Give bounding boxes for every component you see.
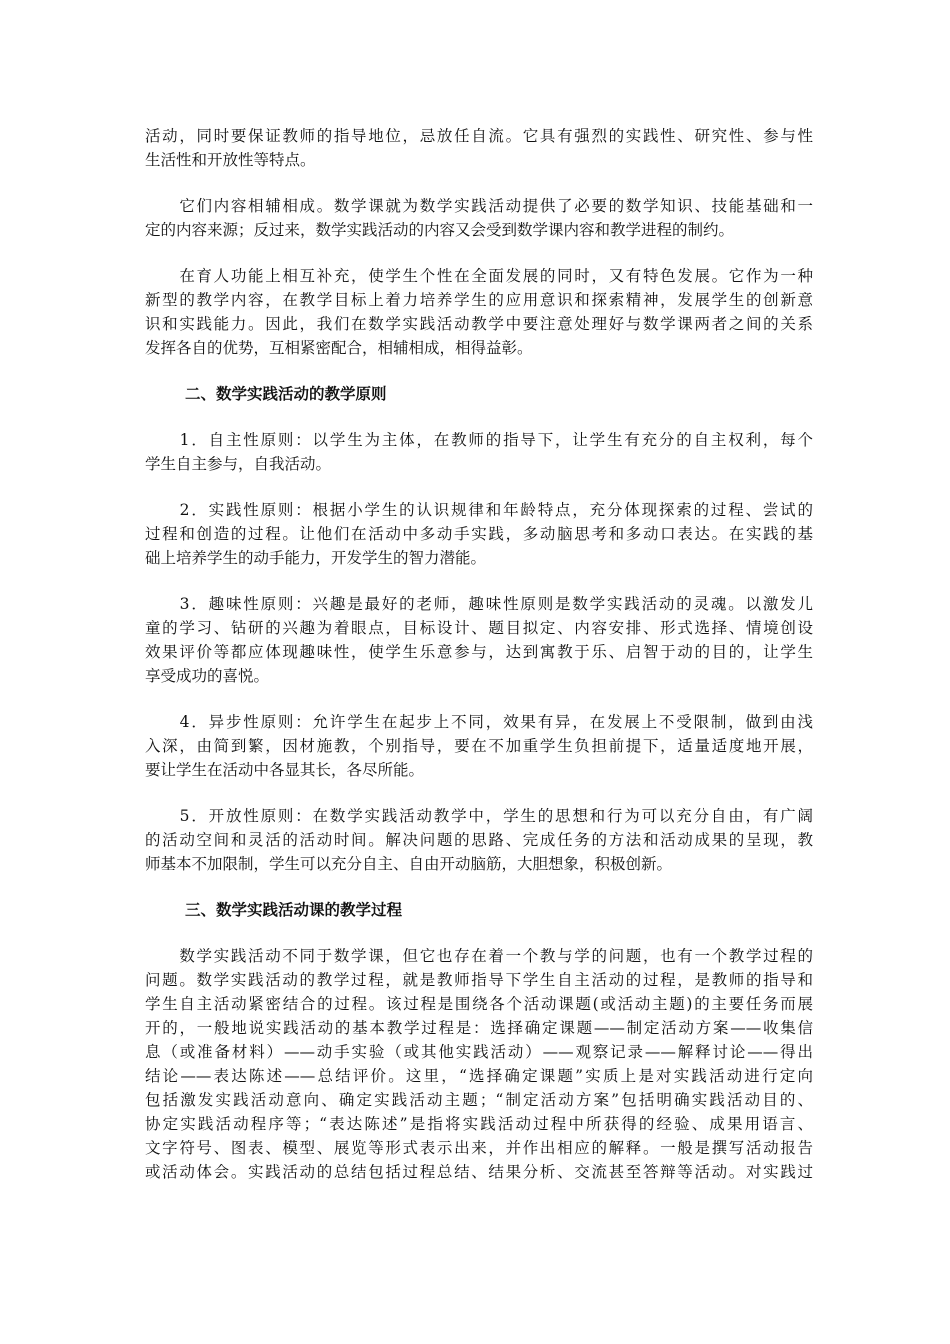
text-line: 新型的教学内容，在教学目标上着力培养学生的应用意识和探索精神，发展学生的创新意 — [145, 291, 813, 309]
text-line: 文字符号、图表、模型、展览等形式表示出来，并作出相应的解释。一般是撰写活动报告 — [145, 1139, 813, 1157]
text-line: 息（或准备材料）——动手实验（或其他实践活动）——观察记录——解释讨论——得出 — [145, 1043, 813, 1061]
text-line: 2．实践性原则：根据小学生的认识规律和年龄特点，充分体现探索的过程、尝试的 — [145, 501, 813, 519]
text-line: 4．异步性原则：允许学生在起步上不同，效果有异，在发展上不受限制，做到由浅 — [145, 713, 813, 731]
paragraph — [145, 498, 813, 570]
text-line: 数学实践活动不同于数学课，但它也存在着一个教与学的问题，也有一个教学过程的 — [145, 947, 813, 965]
paragraph — [145, 710, 813, 782]
paragraph — [145, 944, 813, 1184]
text-line: 5．开放性原则：在数学实践活动教学中，学生的思想和行为可以充分自由，有广阔 — [145, 807, 813, 825]
text-line: 1．自主性原则：以学生为主体，在教师的指导下，让学生有充分的自主权利，每个 — [145, 431, 813, 449]
text-line: 师基本不加限制，学生可以充分自主、自由开动脑筋，大胆想象，积极创新。 — [145, 855, 673, 873]
text-line: 童的学习、钻研的兴趣为着眼点，目标设计、题目拟定、内容安排、形式选择、情境创设 — [145, 619, 813, 637]
text-line: 包括激发实践活动意向、确定实践活动主题；“制定活动方案”包括明确实践活动目的、 — [145, 1091, 813, 1109]
section-heading: 二、数学实践活动的教学原则 — [185, 385, 387, 403]
text-line: 3．趣味性原则：兴趣是最好的老师，趣味性原则是数学实践活动的灵魂。以激发儿 — [145, 595, 813, 613]
text-line: 在育人功能上相互补充，使学生个性在全面发展的同时，又有特色发展。它作为一种 — [145, 267, 813, 285]
text-line: 协定实践活动程序等；“表达陈述”是指将实践活动过程中所获得的经验、成果用语言、 — [145, 1115, 813, 1133]
paragraph — [145, 264, 813, 360]
text-line: 或活动体会。实践活动的总结包括过程总结、结果分析、交流甚至答辩等活动。对实践过 — [145, 1163, 813, 1181]
text-line: 活动，同时要保证教师的指导地位，忌放任自流。它具有强烈的实践性、研究性、参与性 — [145, 127, 813, 145]
text-line: 生活性和开放性等特点。 — [145, 151, 316, 169]
paragraph — [145, 592, 813, 688]
text-line: 础上培养学生的动手能力，开发学生的智力潜能。 — [145, 549, 487, 567]
text-line: 学生自主活动紧密结合的过程。该过程是围绕各个活动课题(或活动主题)的主要任务而展 — [145, 995, 813, 1013]
text-line: 入深，由简到繁，因材施教，个别指导，要在不加重学生负担前提下，适量适度地开展， — [145, 737, 813, 755]
text-line: 识和实践能力。因此，我们在数学实践活动教学中要注意处理好与数学课两者之间的关系 — [145, 315, 813, 333]
text-line: 的活动空间和灵活的活动时间。解决问题的思路、完成任务的方法和活动成果的呈现，教 — [145, 831, 813, 849]
text-line: 发挥各自的优势，互相紧密配合，相辅相成，相得益彰。 — [145, 339, 533, 357]
document-page — [145, 124, 813, 1206]
section-heading: 三、数学实践活动课的教学过程 — [185, 901, 403, 919]
text-line: 问题。数学实践活动的教学过程，就是教师指导下学生自主活动的过程，是教师的指导和 — [145, 971, 813, 989]
paragraph — [145, 428, 813, 476]
text-line: 要让学生在活动中各显其长，各尽所能。 — [145, 761, 425, 779]
text-line: 享受成功的喜悦。 — [145, 667, 270, 685]
text-line: 它们内容相辅相成。数学课就为数学实践活动提供了必要的数学知识、技能基础和一 — [145, 197, 813, 215]
paragraph — [145, 124, 813, 172]
text-line: 过程和创造的过程。让他们在活动中多动手实践，多动脑思考和多动口表达。在实践的基 — [145, 525, 813, 543]
text-line: 学生自主参与，自我活动。 — [145, 455, 332, 473]
text-line: 效果评价等都应体现趣味性，使学生乐意参与，达到寓教于乐、启智于动的目的，让学生 — [145, 643, 813, 661]
paragraph — [145, 194, 813, 242]
text-line: 开的，一般地说实践活动的基本教学过程是：选择确定课题——制定活动方案——收集信 — [145, 1019, 813, 1037]
text-line: 结论——表达陈述——总结评价。这里，“选择确定课题”实质上是对实践活动进行定向 — [145, 1067, 813, 1085]
text-line: 定的内容来源；反过来，数学实践活动的内容又会受到数学课内容和教学进程的制约。 — [145, 221, 735, 239]
paragraph — [145, 804, 813, 876]
